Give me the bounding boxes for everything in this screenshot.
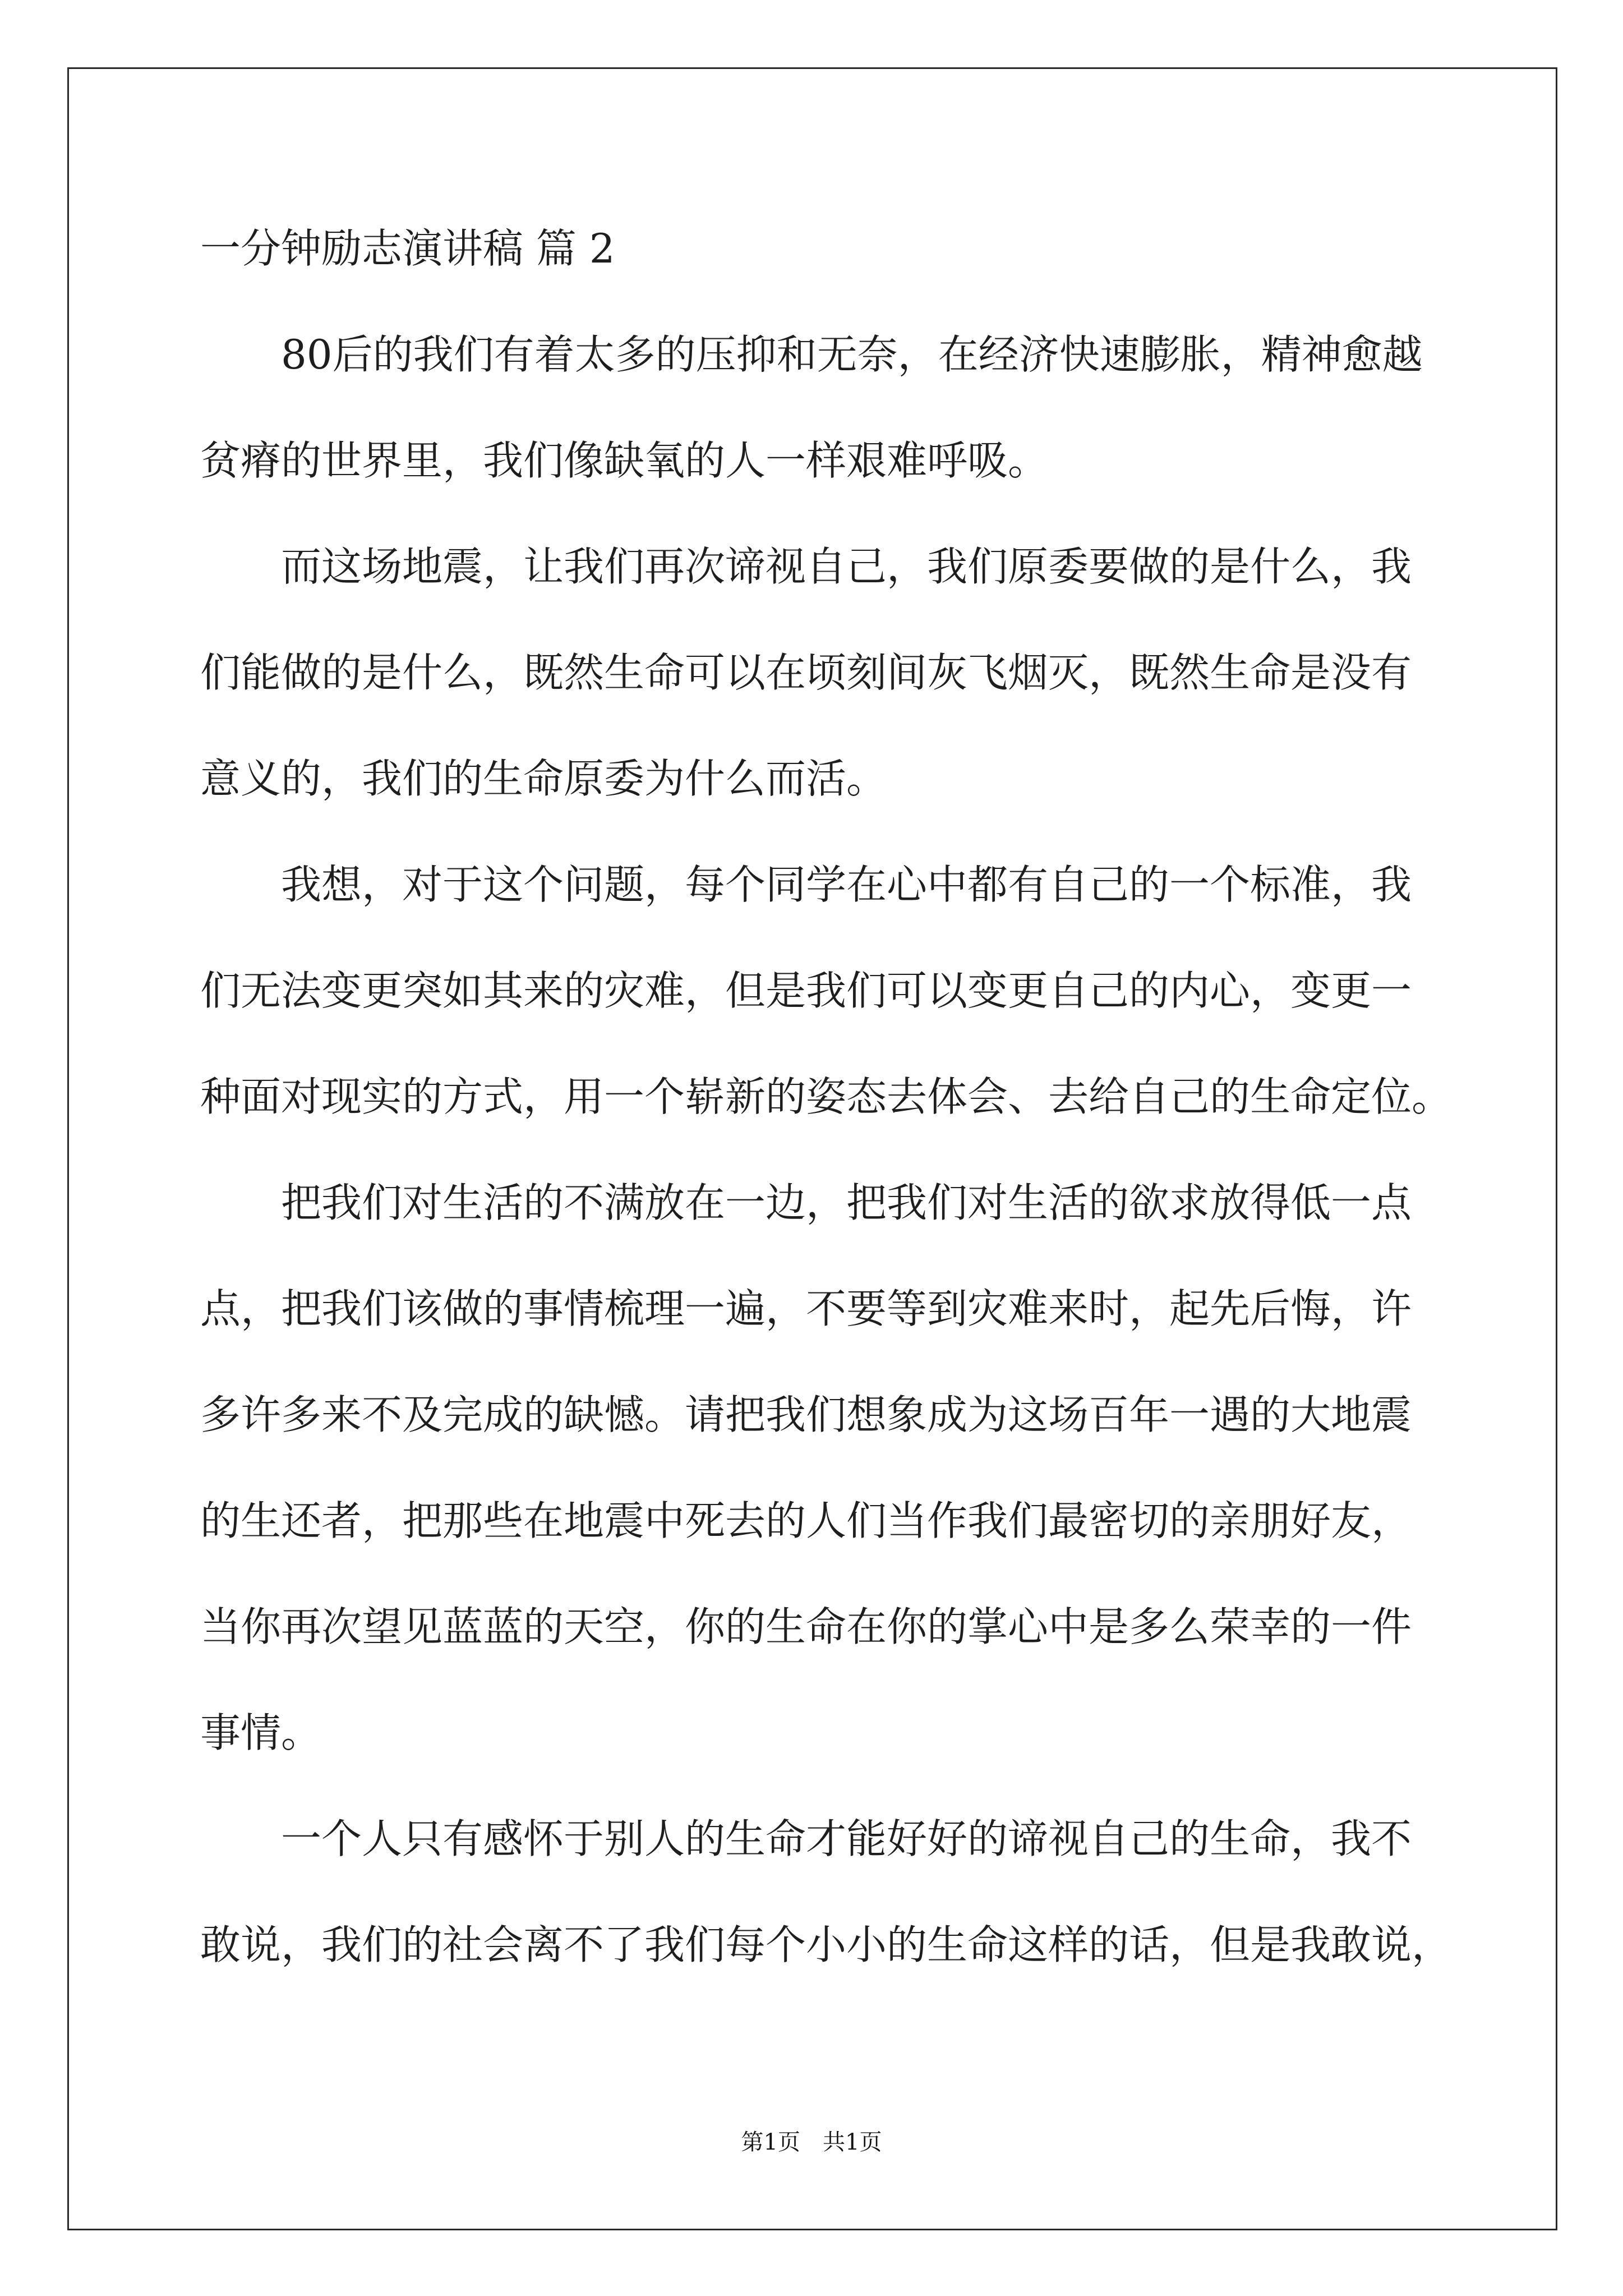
paragraph-line: 80后的我们有着太多的压抑和无奈，在经济快速膨胀，精神愈越 [281,331,1423,378]
paragraph-3 [200,832,1490,1150]
document-title: 一分钟励志演讲稿 篇 2 [200,225,615,272]
paragraph-line: 意义的，我们的生命原委为什么而活。 [200,755,887,802]
document-body [200,196,1490,1998]
paragraph-line: 一个人只有感怀于别人的生命才能好好的谛视自己的生命，我不 [281,1815,1412,1862]
paragraph-line: 们能做的是什么，既然生命可以在顷刻间灰飞烟灭，既然生命是没有 [200,649,1412,696]
paragraph-1 [200,302,1490,514]
paragraph-line: 把我们对生活的不满放在一边，把我们对生活的欲求放得低一点 [281,1179,1412,1226]
paragraph-line: 点，把我们该做的事情梳理一遍，不要等到灾难来时，起先后悔，许 [200,1285,1412,1332]
paragraph-5 [200,1786,1490,1998]
paragraph-line: 敢说，我们的社会离不了我们每个小小的生命这样的话，但是我敢说， [200,1921,1453,1968]
paragraph-line: 我想，对于这个问题，每个同学在心中都有自己的一个标准，我 [281,861,1412,908]
paragraph-4 [200,1150,1490,1786]
paragraph-line: 事情。 [200,1709,322,1756]
paragraph-line: 贫瘠的世界里，我们像缺氧的人一样艰难呼吸。 [200,437,1049,484]
paragraph-line: 多许多来不及完成的缺憾。请把我们想象成为这场百年一遇的大地震 [200,1391,1412,1438]
paragraph-line: 而这场地震，让我们再次谛视自己，我们原委要做的是什么，我 [281,543,1412,590]
paragraph-line: 们无法变更突如其来的灾难，但是我们可以变更自己的内心，变更一 [200,967,1412,1014]
paragraph-2 [200,514,1490,832]
paragraph-line: 当你再次望见蓝蓝的天空，你的生命在你的掌心中是多么荣幸的一件 [200,1603,1412,1650]
page-footer: 第1页 共1页 [741,2129,882,2155]
paragraph-line: 种面对现实的方式，用一个崭新的姿态去体会、去给自己的生命定位。 [200,1073,1453,1120]
paragraph-line: 的生还者，把那些在地震中死去的人们当作我们最密切的亲朋好友， [200,1497,1412,1544]
